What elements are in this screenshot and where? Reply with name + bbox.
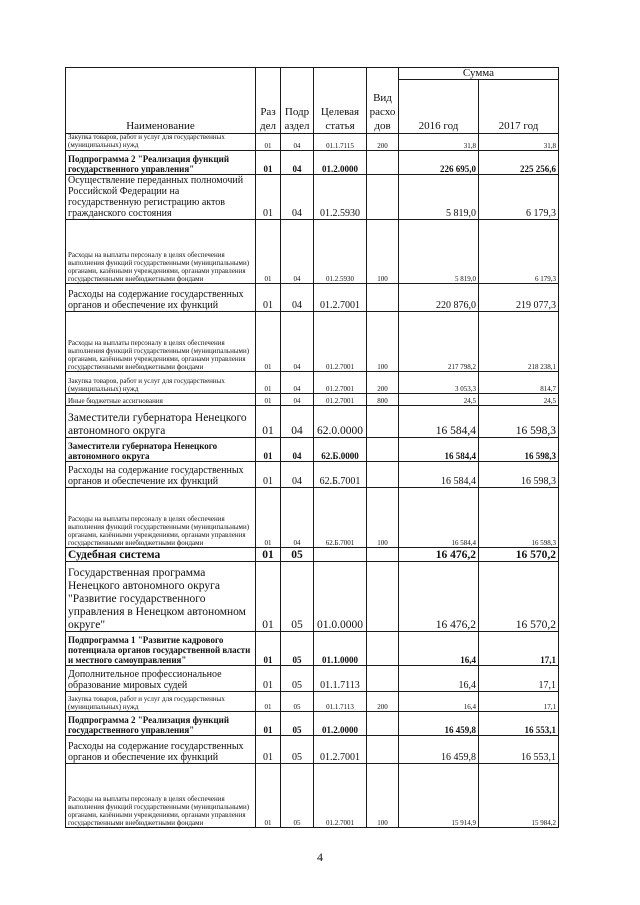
- row-name: Иные бюджетные ассигнования: [66, 394, 256, 406]
- row-sum-2016: 226 695,0: [399, 150, 479, 174]
- row-sum-2016: 16,4: [399, 692, 479, 712]
- row-expense-type: [367, 284, 399, 312]
- row-target: 01.2.7001: [314, 394, 367, 406]
- header-year-2016: 2016 год: [399, 80, 479, 134]
- row-sum-2016: 16 476,2: [399, 562, 479, 632]
- row-name: Расходы на содержание государственных органов и обеспечение их функций: [66, 736, 256, 764]
- table-row: [66, 488, 559, 548]
- table-row: [66, 312, 559, 372]
- row-target: 01.2.5930: [314, 220, 367, 284]
- header-expense-type: Вид расхо дов: [367, 68, 399, 134]
- row-section: 01: [256, 462, 281, 488]
- row-target: 62.Б.7001: [314, 488, 367, 548]
- row-sum-2017: 17,1: [479, 666, 559, 692]
- row-expense-type: 800: [367, 394, 399, 406]
- row-name: Подпрограмма 2 "Реализация функций государственного управления": [66, 150, 256, 174]
- row-subsection: 05: [281, 736, 314, 764]
- table-row: [66, 220, 559, 284]
- row-sum-2017: 16 570,2: [479, 562, 559, 632]
- row-section: 01: [256, 174, 281, 220]
- row-sum-2016: 16 476,2: [399, 548, 479, 562]
- row-sum-2017: 16 598,3: [479, 438, 559, 462]
- row-target: 01.2.7001: [314, 312, 367, 372]
- budget-table: [65, 67, 559, 828]
- row-name: Государственная программа Ненецкого автономного округа "Развитие государственного управления в Ненецком автономном округе": [66, 562, 256, 632]
- row-section: 01: [256, 666, 281, 692]
- row-name: Осуществление переданных полномочий Российской Федерации на государственную регистрацию актов гражданского состояния: [66, 174, 256, 220]
- row-expense-type: [367, 666, 399, 692]
- row-expense-type: [367, 548, 399, 562]
- row-section: 01: [256, 692, 281, 712]
- row-name: Дополнительное профессиональное образование мировых судей: [66, 666, 256, 692]
- row-name: Подпрограмма 1 "Развитие кадрового потенциала органов государственной власти и местного самоуправления": [66, 632, 256, 666]
- row-sum-2016: 5 819,0: [399, 174, 479, 220]
- row-section: 01: [256, 632, 281, 666]
- row-section: 01: [256, 736, 281, 764]
- row-subsection: 04: [281, 284, 314, 312]
- row-subsection: 05: [281, 712, 314, 736]
- row-subsection: 05: [281, 666, 314, 692]
- row-name: Расходы на содержание государственных органов и обеспечение их функций: [66, 462, 256, 488]
- row-section: 01: [256, 150, 281, 174]
- row-section: 01: [256, 284, 281, 312]
- row-sum-2016: 15 914,9: [399, 764, 479, 828]
- row-subsection: 04: [281, 134, 314, 151]
- row-target: 01.2.0000: [314, 712, 367, 736]
- row-section: 01: [256, 394, 281, 406]
- table-row: [66, 394, 559, 406]
- row-name: Заместители губернатора Ненецкого автономного округа: [66, 438, 256, 462]
- row-target: 01.1.7115: [314, 134, 367, 151]
- row-sum-2017: 225 256,6: [479, 150, 559, 174]
- row-target: 01.2.7001: [314, 764, 367, 828]
- row-section: 01: [256, 488, 281, 548]
- row-section: 01: [256, 548, 281, 562]
- row-target: 01.2.7001: [314, 284, 367, 312]
- row-sum-2017: 814,7: [479, 372, 559, 394]
- row-expense-type: [367, 406, 399, 438]
- row-name: Расходы на выплаты персоналу в целях обеспечения выполнения функций государственными (муниципальными) органами, казёнными учреждениями, органами управления государственными внебюджетными фондами: [66, 312, 256, 372]
- row-target: 62.0.0000: [314, 406, 367, 438]
- table-row: [66, 712, 559, 736]
- table-row: [66, 764, 559, 828]
- row-sum-2017: 218 238,1: [479, 312, 559, 372]
- table-row: [66, 562, 559, 632]
- header-subsection: Подр аздел: [281, 68, 314, 134]
- row-sum-2017: 6 179,3: [479, 174, 559, 220]
- row-target: 01.2.7001: [314, 736, 367, 764]
- row-sum-2017: 16 553,1: [479, 712, 559, 736]
- table-row: [66, 372, 559, 394]
- table-row: [66, 406, 559, 438]
- row-expense-type: [367, 632, 399, 666]
- row-sum-2016: 16 459,8: [399, 736, 479, 764]
- row-target: [314, 548, 367, 562]
- row-sum-2016: 16,4: [399, 632, 479, 666]
- row-sum-2016: 16,4: [399, 666, 479, 692]
- row-expense-type: 100: [367, 312, 399, 372]
- row-sum-2016: 16 584,4: [399, 406, 479, 438]
- row-expense-type: [367, 150, 399, 174]
- row-expense-type: [367, 438, 399, 462]
- row-sum-2017: 24,5: [479, 394, 559, 406]
- row-sum-2017: 17,1: [479, 632, 559, 666]
- row-expense-type: 200: [367, 134, 399, 151]
- table-row: [66, 736, 559, 764]
- row-sum-2017: 15 984,2: [479, 764, 559, 828]
- table-row: [66, 150, 559, 174]
- row-expense-type: 100: [367, 488, 399, 548]
- header-row-top: [66, 68, 559, 80]
- row-subsection: 04: [281, 394, 314, 406]
- row-name: Заместители губернатора Ненецкого автономного округа: [66, 406, 256, 438]
- table-row: [66, 692, 559, 712]
- row-sum-2017: 31,8: [479, 134, 559, 151]
- row-sum-2016: 220 876,0: [399, 284, 479, 312]
- row-section: 01: [256, 562, 281, 632]
- row-sum-2017: 16 598,3: [479, 488, 559, 548]
- row-section: 01: [256, 372, 281, 394]
- row-expense-type: 100: [367, 220, 399, 284]
- table-row: [66, 438, 559, 462]
- row-target: 01.0.0000: [314, 562, 367, 632]
- row-target: 01.2.5930: [314, 174, 367, 220]
- row-target: 01.1.0000: [314, 632, 367, 666]
- row-subsection: 04: [281, 406, 314, 438]
- row-section: 01: [256, 438, 281, 462]
- table-row: [66, 174, 559, 220]
- table-row: [66, 666, 559, 692]
- row-sum-2017: 6 179,3: [479, 220, 559, 284]
- row-sum-2017: 16 553,1: [479, 736, 559, 764]
- row-name: Закупка товаров, работ и услуг для государственных (муниципальных) нужд: [66, 692, 256, 712]
- row-subsection: 04: [281, 438, 314, 462]
- row-expense-type: [367, 562, 399, 632]
- row-target: 01.1.7113: [314, 666, 367, 692]
- row-subsection: 04: [281, 220, 314, 284]
- table-row: [66, 462, 559, 488]
- row-name: Расходы на выплаты персоналу в целях обеспечения выполнения функций государственными (муниципальными) органами, казёнными учреждениями, органами управления государственными внебюджетными фондами: [66, 764, 256, 828]
- page-number: 4: [317, 850, 323, 864]
- row-subsection: 05: [281, 632, 314, 666]
- row-subsection: 05: [281, 548, 314, 562]
- row-sum-2017: 219 077,3: [479, 284, 559, 312]
- row-subsection: 05: [281, 562, 314, 632]
- row-sum-2016: 31,8: [399, 134, 479, 151]
- header-section: Раз дел: [256, 68, 281, 134]
- row-expense-type: 200: [367, 692, 399, 712]
- row-subsection: 04: [281, 150, 314, 174]
- row-sum-2016: 16 459,8: [399, 712, 479, 736]
- row-subsection: 05: [281, 764, 314, 828]
- row-subsection: 04: [281, 174, 314, 220]
- header-year-2017: 2017 год: [479, 80, 559, 134]
- row-subsection: 05: [281, 692, 314, 712]
- row-target: 01.2.7001: [314, 372, 367, 394]
- row-target: 62.Б.0000: [314, 438, 367, 462]
- row-name: Расходы на выплаты персоналу в целях обеспечения выполнения функций государственными (муниципальными) органами, казёнными учреждениями, органами управления государственными внебюджетными фондами: [66, 220, 256, 284]
- row-section: 01: [256, 712, 281, 736]
- row-sum-2016: 5 819,0: [399, 220, 479, 284]
- row-sum-2017: 16 598,3: [479, 462, 559, 488]
- row-sum-2016: 16 584,4: [399, 488, 479, 548]
- row-expense-type: 100: [367, 764, 399, 828]
- row-sum-2016: 3 053,3: [399, 372, 479, 394]
- row-section: 01: [256, 312, 281, 372]
- row-sum-2016: 16 584,4: [399, 438, 479, 462]
- row-subsection: 04: [281, 312, 314, 372]
- table-row: [66, 548, 559, 562]
- row-name: Закупка товаров, работ и услуг для государственных (муниципальных) нужд: [66, 372, 256, 394]
- table-row: [66, 284, 559, 312]
- header-name: Наименование: [66, 68, 256, 134]
- header-sum: Сумма: [399, 68, 559, 80]
- row-sum-2016: 24,5: [399, 394, 479, 406]
- row-name: Закупка товаров, работ и услуг для государственных (муниципальных) нужд: [66, 134, 256, 151]
- row-section: 01: [256, 220, 281, 284]
- row-target: 01.2.0000: [314, 150, 367, 174]
- row-sum-2017: 17,1: [479, 692, 559, 712]
- row-target: 01.1.7113: [314, 692, 367, 712]
- row-expense-type: [367, 462, 399, 488]
- header-target-article: Целевая статья: [314, 68, 367, 134]
- row-expense-type: [367, 174, 399, 220]
- table-row: [66, 134, 559, 151]
- row-name: Подпрограмма 2 "Реализация функций государственного управления": [66, 712, 256, 736]
- row-expense-type: [367, 736, 399, 764]
- row-name: Расходы на выплаты персоналу в целях обеспечения выполнения функций государственными (муниципальными) органами, казёнными учреждениями, органами управления государственными внебюджетными фондами: [66, 488, 256, 548]
- row-expense-type: [367, 712, 399, 736]
- row-target: 62.Б.7001: [314, 462, 367, 488]
- row-sum-2017: 16 598,3: [479, 406, 559, 438]
- row-section: 01: [256, 406, 281, 438]
- table-row: [66, 632, 559, 666]
- row-section: 01: [256, 134, 281, 151]
- row-subsection: 04: [281, 462, 314, 488]
- row-sum-2017: 16 570,2: [479, 548, 559, 562]
- row-name: Расходы на содержание государственных органов и обеспечение их функций: [66, 284, 256, 312]
- row-subsection: 04: [281, 372, 314, 394]
- row-sum-2016: 217 798,2: [399, 312, 479, 372]
- row-expense-type: 200: [367, 372, 399, 394]
- row-subsection: 04: [281, 488, 314, 548]
- row-section: 01: [256, 764, 281, 828]
- row-name: Судебная система: [66, 548, 256, 562]
- row-sum-2016: 16 584,4: [399, 462, 479, 488]
